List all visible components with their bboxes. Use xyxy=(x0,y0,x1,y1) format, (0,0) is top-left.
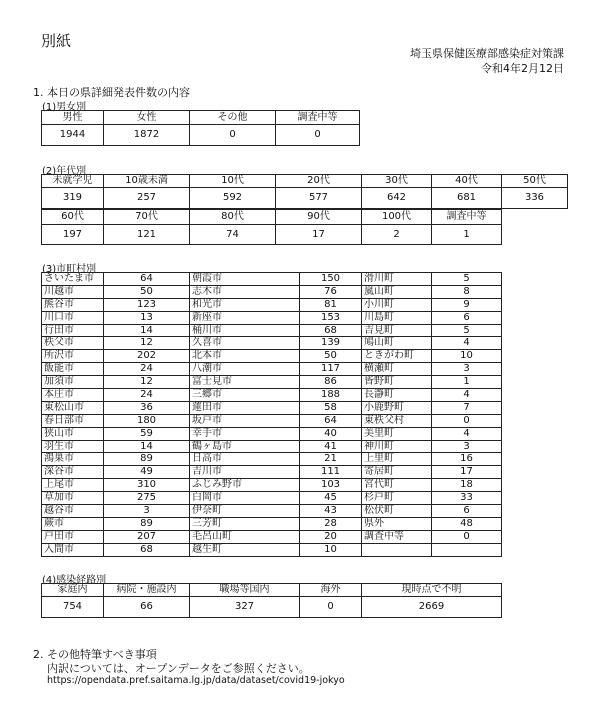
muni-name: 狭山市 xyxy=(42,427,104,440)
muni-name: 桶川市 xyxy=(190,324,300,337)
muni-count: 6 xyxy=(432,311,502,324)
muni-count: 4 xyxy=(432,337,502,350)
muni-name: 行田市 xyxy=(42,324,104,337)
muni-count: 86 xyxy=(300,376,362,389)
age-header: 80代 xyxy=(190,210,276,225)
age-header: 70代 xyxy=(104,210,190,225)
muni-name: 入間市 xyxy=(42,543,104,556)
muni-row xyxy=(42,414,502,427)
muni-row xyxy=(42,337,502,350)
opendata-note: 内訳については、オープンデータをご参照ください。 xyxy=(47,662,310,675)
muni-row xyxy=(42,427,502,440)
muni-row xyxy=(42,479,502,492)
section2-heading: 2. その他特筆すべき事項 xyxy=(33,648,157,661)
muni-row xyxy=(42,389,502,402)
age-value: 257 xyxy=(104,188,190,209)
muni-name: 和光市 xyxy=(190,298,300,311)
age-header: 10歳未満 xyxy=(104,175,190,188)
muni-count: 18 xyxy=(432,479,502,492)
muni-row xyxy=(42,440,502,453)
muni-count: 24 xyxy=(104,389,190,402)
muni-count: 89 xyxy=(104,453,190,466)
muni-name: 小川町 xyxy=(362,298,432,311)
age-header: 40代 xyxy=(432,175,502,188)
route-header: 病院・施設内 xyxy=(104,584,190,597)
muni-name: 春日部市 xyxy=(42,414,104,427)
muni-name: 毛呂山町 xyxy=(190,530,300,543)
muni-count: 58 xyxy=(300,401,362,414)
muni-name: 神川町 xyxy=(362,440,432,453)
muni-row xyxy=(42,311,502,324)
route-value: 327 xyxy=(190,597,300,618)
gender-table xyxy=(41,110,360,146)
muni-name: 寄居町 xyxy=(362,466,432,479)
age-value: 319 xyxy=(42,188,104,209)
age-value: 17 xyxy=(276,225,362,245)
gender-value: 1872 xyxy=(104,125,190,146)
muni-name: 上里町 xyxy=(362,453,432,466)
muni-row xyxy=(42,401,502,414)
muni-name: 新座市 xyxy=(190,311,300,324)
muni-count: 64 xyxy=(300,414,362,427)
muni-count: 43 xyxy=(300,505,362,518)
muni-name: 深谷市 xyxy=(42,466,104,479)
muni-count: 49 xyxy=(104,466,190,479)
route-header: 海外 xyxy=(300,584,362,597)
muni-count: 76 xyxy=(300,285,362,298)
muni-name: 草加市 xyxy=(42,492,104,505)
muni-name: 調査中等 xyxy=(362,530,432,543)
muni-count: 8 xyxy=(432,285,502,298)
muni-count: 188 xyxy=(300,389,362,402)
muni-count: 50 xyxy=(104,285,190,298)
muni-name: ときがわ町 xyxy=(362,350,432,363)
age-value: 577 xyxy=(276,188,362,209)
muni-name: 川越市 xyxy=(42,285,104,298)
age-header: 30代 xyxy=(362,175,432,188)
muni-name: 幸手市 xyxy=(190,427,300,440)
muni-name: 三芳町 xyxy=(190,517,300,530)
muni-name: 坂戸市 xyxy=(190,414,300,427)
muni-row xyxy=(42,273,502,286)
muni-label: (3)市町村別 xyxy=(42,264,97,275)
muni-name: 志木市 xyxy=(190,285,300,298)
age-header: 50代 xyxy=(502,175,568,188)
muni-count: 16 xyxy=(432,453,502,466)
muni-row xyxy=(42,517,502,530)
muni-name: 鶴ヶ島市 xyxy=(190,440,300,453)
muni-name xyxy=(362,543,432,556)
muni-count: 45 xyxy=(300,492,362,505)
age-header: 60代 xyxy=(42,210,104,225)
muni-count: 17 xyxy=(432,466,502,479)
muni-name: 宮代町 xyxy=(362,479,432,492)
muni-count: 20 xyxy=(300,530,362,543)
muni-count: 68 xyxy=(104,543,190,556)
age-value: 121 xyxy=(104,225,190,245)
muni-count: 5 xyxy=(432,324,502,337)
route-value: 66 xyxy=(104,597,190,618)
age-value: 1 xyxy=(432,225,502,245)
org-name: 埼玉県保健医療部感染症対策課 xyxy=(410,47,564,60)
muni-count: 68 xyxy=(300,324,362,337)
muni-count: 3 xyxy=(432,440,502,453)
muni-name: 川島町 xyxy=(362,311,432,324)
muni-name: 熊谷市 xyxy=(42,298,104,311)
muni-name: 鳩山町 xyxy=(362,337,432,350)
age-value: 642 xyxy=(362,188,432,209)
gender-header: 調査中等 xyxy=(276,111,360,125)
muni-count: 5 xyxy=(432,273,502,286)
muni-name: 松伏町 xyxy=(362,505,432,518)
muni-name: 皆野町 xyxy=(362,376,432,389)
doc-date: 令和4年2月12日 xyxy=(481,62,564,75)
muni-name: 東秩父村 xyxy=(362,414,432,427)
age-header: 100代 xyxy=(362,210,432,225)
muni-count: 81 xyxy=(300,298,362,311)
gender-value: 0 xyxy=(276,125,360,146)
muni-count: 14 xyxy=(104,324,190,337)
muni-name: 横瀬町 xyxy=(362,363,432,376)
muni-count: 111 xyxy=(300,466,362,479)
age-table-1 xyxy=(41,174,568,209)
age-value: 2 xyxy=(362,225,432,245)
route-header: 家庭内 xyxy=(42,584,104,597)
gender-header: 女性 xyxy=(104,111,190,125)
muni-name: 三郷市 xyxy=(190,389,300,402)
muni-count: 275 xyxy=(104,492,190,505)
muni-count: 41 xyxy=(300,440,362,453)
muni-count: 24 xyxy=(104,363,190,376)
muni-name: 戸田市 xyxy=(42,530,104,543)
muni-name: 鴻巣市 xyxy=(42,453,104,466)
muni-name: 長瀞町 xyxy=(362,389,432,402)
muni-count: 40 xyxy=(300,427,362,440)
muni-name: 吉見町 xyxy=(362,324,432,337)
muni-count: 202 xyxy=(104,350,190,363)
age-header: 調査中等 xyxy=(432,210,502,225)
muni-count: 59 xyxy=(104,427,190,440)
gender-value: 1944 xyxy=(42,125,104,146)
muni-row xyxy=(42,492,502,505)
muni-name: 朝霞市 xyxy=(190,273,300,286)
muni-count: 3 xyxy=(104,505,190,518)
age-header: 20代 xyxy=(276,175,362,188)
muni-count: 12 xyxy=(104,376,190,389)
gender-header: 男性 xyxy=(42,111,104,125)
muni-name: 嵐山町 xyxy=(362,285,432,298)
muni-count: 150 xyxy=(300,273,362,286)
muni-name: 八潮市 xyxy=(190,363,300,376)
age-value: 681 xyxy=(432,188,502,209)
muni-name: 滑川町 xyxy=(362,273,432,286)
muni-name: 北本市 xyxy=(190,350,300,363)
muni-name: 富士見市 xyxy=(190,376,300,389)
muni-count: 12 xyxy=(104,337,190,350)
muni-count: 50 xyxy=(300,350,362,363)
muni-count: 13 xyxy=(104,311,190,324)
muni-row xyxy=(42,298,502,311)
muni-name: 日高市 xyxy=(190,453,300,466)
muni-name: 越谷市 xyxy=(42,505,104,518)
muni-count: 123 xyxy=(104,298,190,311)
muni-row xyxy=(42,376,502,389)
route-value: 2669 xyxy=(362,597,502,618)
route-header: 現時点で不明 xyxy=(362,584,502,597)
muni-count: 180 xyxy=(104,414,190,427)
gender-value: 0 xyxy=(190,125,276,146)
muni-name: さいたま市 xyxy=(42,273,104,286)
muni-row xyxy=(42,466,502,479)
muni-count: 21 xyxy=(300,453,362,466)
muni-count: 153 xyxy=(300,311,362,324)
muni-name: 加須市 xyxy=(42,376,104,389)
muni-name: 美里町 xyxy=(362,427,432,440)
muni-count: 33 xyxy=(432,492,502,505)
muni-name: 小鹿野町 xyxy=(362,401,432,414)
muni-name: 蕨市 xyxy=(42,517,104,530)
muni-name: 上尾市 xyxy=(42,479,104,492)
route-header: 職場等国内 xyxy=(190,584,300,597)
muni-count: 10 xyxy=(432,350,502,363)
doc-title: 別紙 xyxy=(41,32,72,50)
muni-name: 杉戸町 xyxy=(362,492,432,505)
gender-header: その他 xyxy=(190,111,276,125)
muni-row xyxy=(42,350,502,363)
muni-name: 羽生市 xyxy=(42,440,104,453)
muni-count: 4 xyxy=(432,427,502,440)
muni-name: 東松山市 xyxy=(42,401,104,414)
muni-count: 3 xyxy=(432,363,502,376)
muni-name: 蓮田市 xyxy=(190,401,300,414)
age-label: (2)年代別 xyxy=(42,166,87,177)
muni-name: 秩父市 xyxy=(42,337,104,350)
muni-row xyxy=(42,505,502,518)
section1-heading: 1. 本日の県詳細発表件数の内容 xyxy=(33,86,190,99)
route-value: 0 xyxy=(300,597,362,618)
muni-count: 6 xyxy=(432,505,502,518)
opendata-link[interactable]: https://opendata.pref.saitama.lg.jp/data/dataset/covid19-jokyo xyxy=(47,675,345,686)
muni-count: 28 xyxy=(300,517,362,530)
route-value: 754 xyxy=(42,597,104,618)
muni-name: 本庄市 xyxy=(42,389,104,402)
muni-count: 4 xyxy=(432,389,502,402)
gender-label: (1)男女別 xyxy=(42,102,87,113)
age-value: 74 xyxy=(190,225,276,245)
muni-count: 0 xyxy=(432,414,502,427)
age-value: 336 xyxy=(502,188,568,209)
muni-count: 14 xyxy=(104,440,190,453)
muni-name: 久喜市 xyxy=(190,337,300,350)
muni-row xyxy=(42,543,502,556)
muni-count: 89 xyxy=(104,517,190,530)
muni-count: 139 xyxy=(300,337,362,350)
age-header: 90代 xyxy=(276,210,362,225)
muni-name: 吉川市 xyxy=(190,466,300,479)
muni-count: 207 xyxy=(104,530,190,543)
age-value: 592 xyxy=(190,188,276,209)
muni-count: 9 xyxy=(432,298,502,311)
muni-row xyxy=(42,363,502,376)
muni-name: 伊奈町 xyxy=(190,505,300,518)
muni-name: 白岡市 xyxy=(190,492,300,505)
muni-row xyxy=(42,530,502,543)
muni-count: 117 xyxy=(300,363,362,376)
muni-name: ふじみ野市 xyxy=(190,479,300,492)
muni-name: 飯能市 xyxy=(42,363,104,376)
age-header: 未就学児 xyxy=(42,175,104,188)
muni-count: 7 xyxy=(432,401,502,414)
muni-count: 103 xyxy=(300,479,362,492)
muni-count xyxy=(432,543,502,556)
muni-table xyxy=(41,272,502,557)
muni-count: 64 xyxy=(104,273,190,286)
muni-count: 0 xyxy=(432,530,502,543)
age-value: 197 xyxy=(42,225,104,245)
muni-count: 310 xyxy=(104,479,190,492)
route-label: (4)感染経路別 xyxy=(42,575,107,586)
age-header: 10代 xyxy=(190,175,276,188)
muni-count: 1 xyxy=(432,376,502,389)
muni-row xyxy=(42,453,502,466)
route-table xyxy=(41,583,502,618)
age-table-2 xyxy=(41,209,502,245)
muni-name: 川口市 xyxy=(42,311,104,324)
muni-count: 10 xyxy=(300,543,362,556)
muni-name: 所沢市 xyxy=(42,350,104,363)
muni-count: 48 xyxy=(432,517,502,530)
muni-name: 県外 xyxy=(362,517,432,530)
muni-row xyxy=(42,285,502,298)
muni-name: 越生町 xyxy=(190,543,300,556)
muni-count: 36 xyxy=(104,401,190,414)
muni-row xyxy=(42,324,502,337)
